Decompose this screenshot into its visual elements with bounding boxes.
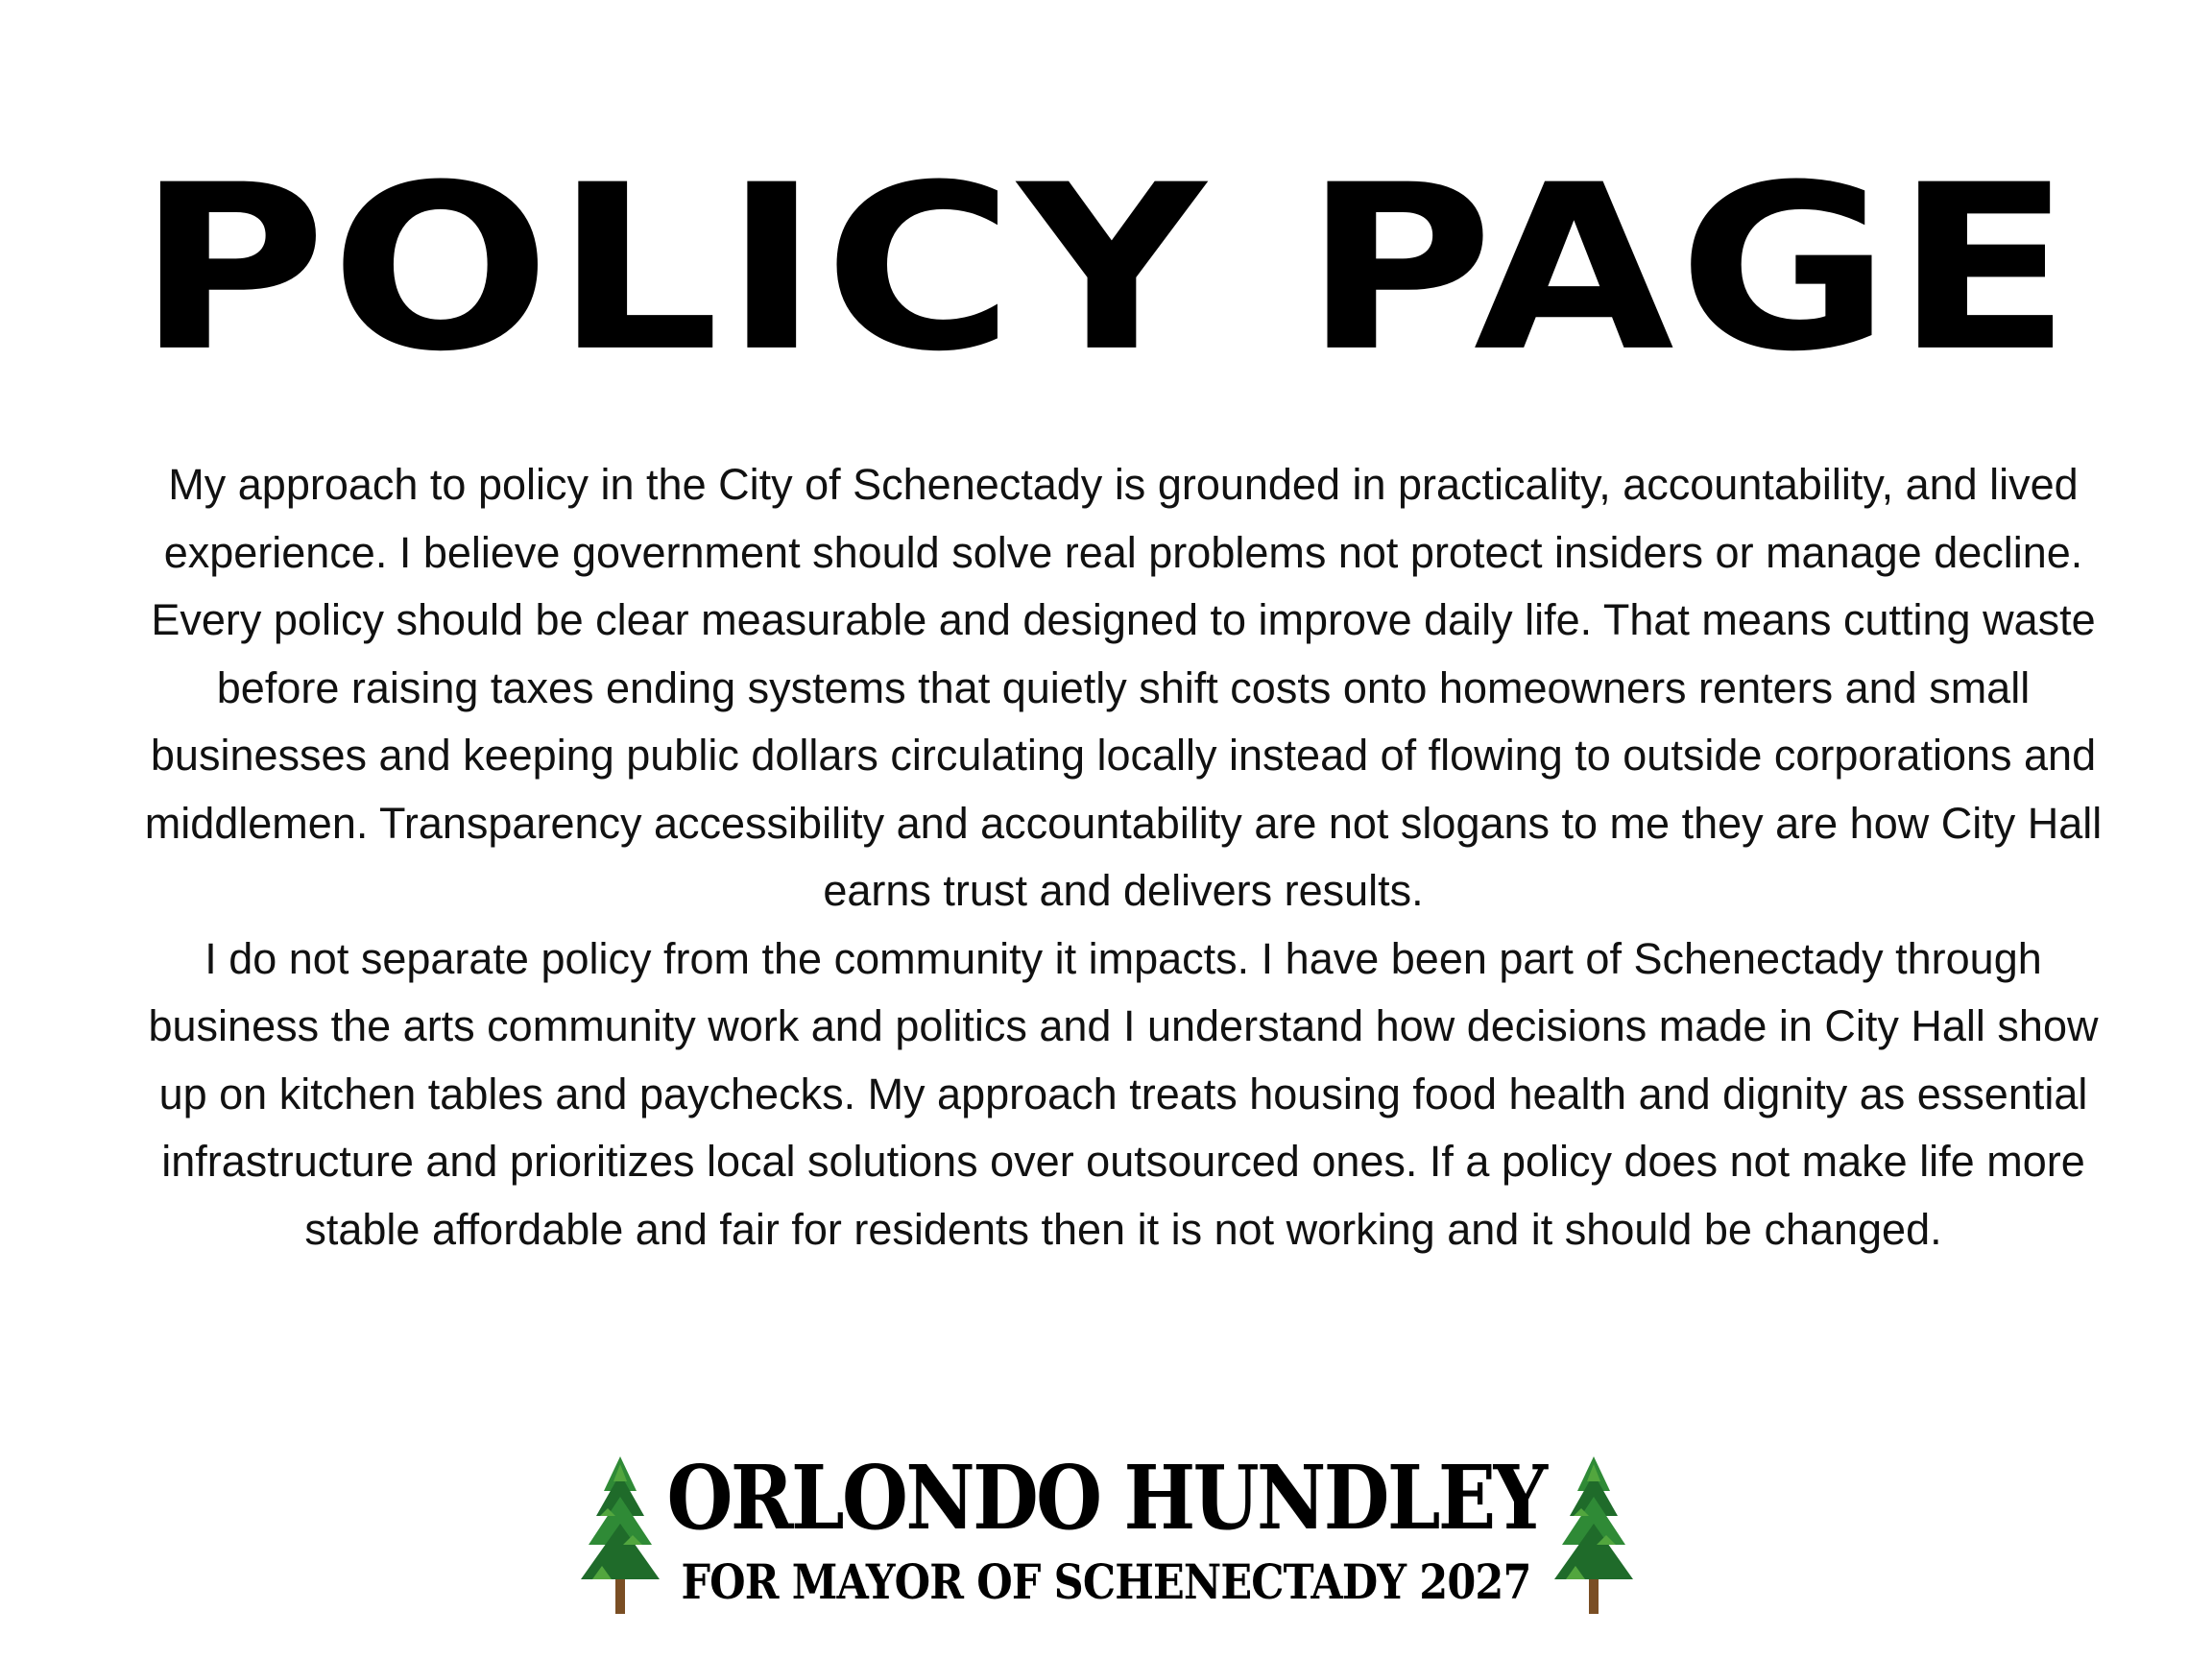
pine-tree-icon xyxy=(1551,1453,1637,1616)
campaign-footer xyxy=(0,1445,2212,1637)
policy-body xyxy=(144,451,2103,1263)
candidate-name: ORLONDO HUNDLEY xyxy=(666,1446,1546,1550)
candidate-subtitle: FOR MAYOR OF SCHENECTADY 2027 xyxy=(681,1553,1531,1610)
page-title: POLICY PAGE xyxy=(136,134,2076,402)
policy-paragraph-1: My approach to policy in the City of Schenectady is grounded in practicality, accountability, and lived experience. I believe government should solve real problems not protect insiders or manage decline. Every policy should be clear measurable and designed to improve daily life. That means cutting waste before raising taxes ending systems that quietly shift costs onto homeowners renters and small businesses and keeping public dollars circulating locally instead of flowing to outside corporations and middlemen. Transparency accessibility and accountability are not slogans to me they are how City Hall earns trust and delivers results. xyxy=(144,460,2103,915)
policy-paragraph-2: I do not separate policy from the community it impacts. I have been part of Schenectady through business the arts community work and politics and I understand how decisions made in City Hall show up on kitchen tables and paychecks. My approach treats housing food health and dignity as essential infrastructure and prioritizes local solutions over outsourced ones. If a policy does not make life more stable affordable and fair for residents then it is not working and it should be changed. xyxy=(148,933,2099,1254)
